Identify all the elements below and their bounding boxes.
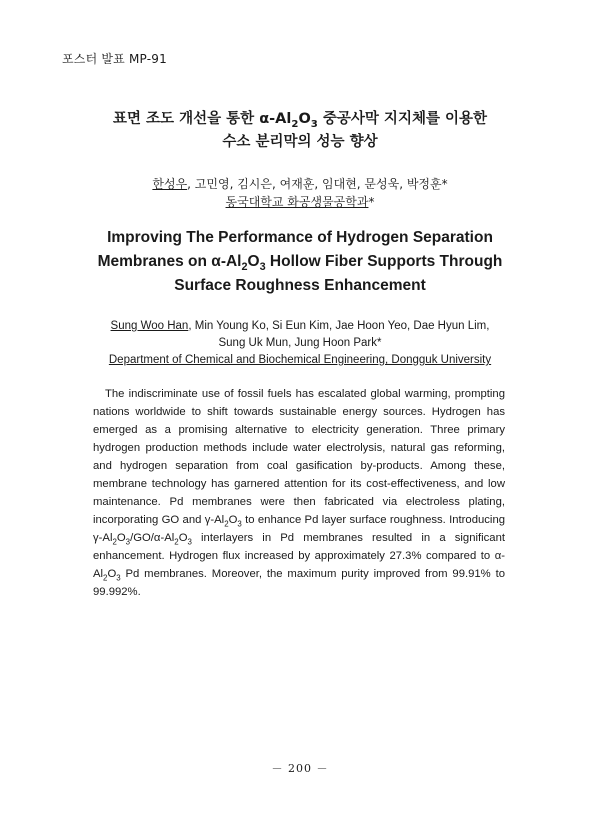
poster-code: 포스터 발표 MP-91 [62,52,167,66]
english-affiliation: Department of Chemical and Biochemical Engineering, Dongguk University [108,354,492,366]
english-title-line-2: Membranes on $\alpha-Al_2O_3$ Hollow Fiber Supports Through [97,253,503,274]
english-title-line-1: Improving The Performance of Hydrogen Separation [107,229,493,246]
abstract-paragraph: The indiscriminate use of fossil fuels has escalated global warming, prompting nations worldwide to shift towards sustainable energy sources. Hydrogen has emerged as a promising alternative to electricity generation. Three primary hydrogen production methods include water electrolysis, natural gas reforming, and hydrogen separation from coal gasification by-products. Among these, membrane technology has garnered attention for its cost-effectiveness, and low maintenance. Pd membranes were then fabricated via electroless plating, incorporating GO and $\gamma-Al_2O_3$ to enhance Pd layer surface roughness. Introducing $\gamma-Al_2O_3/GO/\alpha-Al_2O_3$ interlayers in Pd membranes resulted in a significant enhancement. Hydrogen flux increased by approximately 27.3% compared to $\alpha-Al_2O_3$ Pd membranes. Moreover, the maximum purity improved from 99.91% to 99.992%. [93,388,506,598]
korean-title-line-1: 표면 조도 개선을 통한 $\alpha-Al_2O_3$ 중공사막 지지체를 이용한 [112,111,488,130]
korean-title [0,108,600,154]
korean-authors: 한성우, 고민영, 김시은, 여재훈, 임대현, 문성욱, 박정훈* [152,177,448,191]
english-authors-line-1: Sung Woo Han, Min Young Ko, Si Eun Kim, Jae Hoon Yeo, Dae Hyun Lim, [110,320,490,332]
abstract [93,385,505,601]
korean-presenting-author: 한성우 [152,177,188,191]
english-authors-block [0,318,600,369]
english-presenting-author: Sung Woo Han [110,320,189,332]
english-title [0,226,600,298]
english-title-line-3: Surface Roughness Enhancement [174,277,426,294]
page-number: － 200 － [271,762,329,775]
korean-authors-block [0,175,600,211]
korean-affiliation: 동국대학교 화공생물공학과* [225,195,375,209]
korean-title-line-2: 수소 분리막의 성능 향상 [222,134,378,150]
english-authors-line-2: Sung Uk Mun, Jung Hoon Park* [218,337,382,349]
